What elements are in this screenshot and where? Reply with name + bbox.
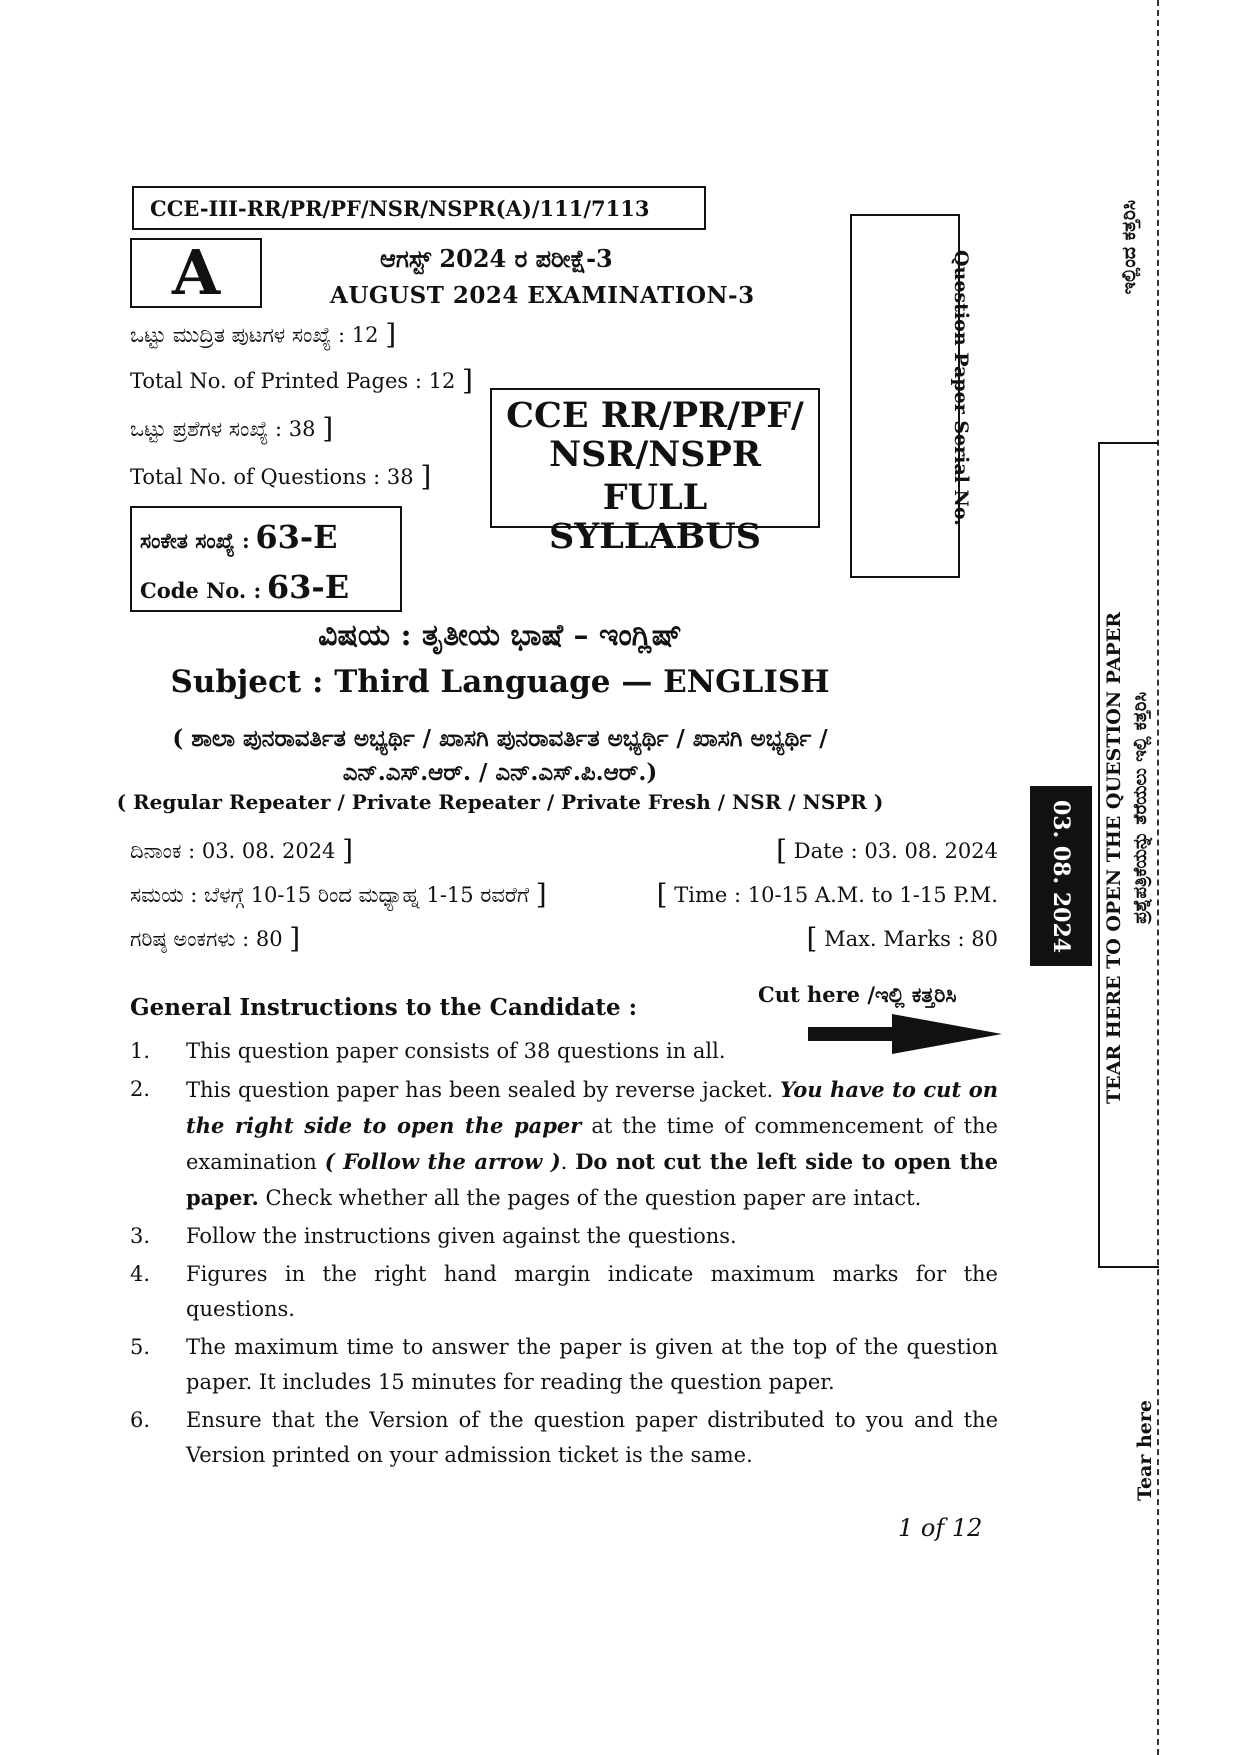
tear-here-label: Tear here <box>1134 1400 1156 1501</box>
time-english: [ Time : 10-15 A.M. to 1-15 P.M. <box>656 878 998 911</box>
code-english-row: Code No. : 63-E <box>140 568 350 606</box>
marks-row <box>130 922 998 955</box>
category-kannada: ( ಶಾಲಾ ಪುನರಾವರ್ತಿತ ಅಭ್ಯರ್ಥಿ / ಖಾಸಗಿ ಪುನರಾವರ್ತಿತ ಅಭ್ಯರ್ಥಿ / ಖಾಸಗಿ ಅಭ್ಯರ್ಥಿ / ಎನ್.ಎಸ್.ಆರ್. / ಎನ್.ಎಸ್.ಪಿ.ಆರ್.) <box>172 725 828 786</box>
cce-line-3: FULL SYLLABUS <box>548 477 762 557</box>
cce-line-1: CCE RR/PR/PF/ <box>506 395 804 436</box>
exam-date-vertical: 03. 08. 2024 <box>1048 800 1074 954</box>
questions-english: Total No. of Questions : 38 ] <box>130 460 432 493</box>
instruction-item: 4. Figures in the right hand margin indicate maximum marks for the questions. <box>130 1262 998 1321</box>
instructions-list <box>130 1034 998 1476</box>
paper-code: CCE-III-RR/PR/PF/NSR/NSPR(A)/111/7113 <box>150 196 650 221</box>
instruction-item: 3. Follow the instructions given against the questions. <box>130 1224 737 1248</box>
marks-english: [ Max. Marks : 80 <box>806 922 998 955</box>
serial-number-label: Question Paper Serial No. <box>950 250 972 526</box>
instruction-item: 1. This question paper consists of 38 questions in all. <box>130 1039 726 1063</box>
cut-here-kannada-margin: ಇಲ್ಲಿಂದ ಕತ್ತರಿಸಿ <box>1118 200 1140 295</box>
version-letter: A <box>171 236 221 309</box>
serial-number-box <box>850 214 960 578</box>
page-number: 1 of 12 <box>898 1514 983 1542</box>
subject-kannada: ವಿಷಯ : ತೃತೀಯ ಭಾಷೆ – ಇಂಗ್ಲಿಷ್ <box>318 618 682 653</box>
version-box <box>130 238 262 308</box>
category-english: ( Regular Repeater / Private Repeater / Private Fresh / NSR / NSPR ) <box>116 790 884 814</box>
date-english: [ Date : 03. 08. 2024 <box>776 834 998 867</box>
cce-syllabus-box <box>490 388 820 557</box>
code-kannada-row: ಸಂಕೇತ ಸಂಖ್ಯೆ : 63-E <box>140 518 338 556</box>
questions-kannada: ಒಟ್ಟು ಪ್ರಶೆಗಳ ಸಂಖ್ಯೆ : 38 ] <box>130 412 334 445</box>
subject-english: Subject : Third Language — ENGLISH <box>170 664 830 700</box>
pages-english: Total No. of Printed Pages : 12 ] <box>130 364 473 397</box>
instruction-item: 2. This question paper has been sealed by reverse jacket. You have to cut on the right side to open the paper at the time of commencement of the examination ( Follow the arrow ). Do not cut the left side to open the paper. Check whether all the pages of the question paper are intact. <box>130 1077 998 1210</box>
instruction-item: 6. Ensure that the Version of the question paper distributed to you and the Version printed on your admission ticket is the same. <box>130 1408 998 1467</box>
pages-kannada: ಒಟ್ಟು ಮುದ್ರಿತ ಪುಟಗಳ ಸಂಖ್ಯೆ : 12 ] <box>130 318 397 351</box>
exam-date-bar <box>1030 786 1092 966</box>
date-row <box>130 834 998 867</box>
exam-title-kannada: ಆಗಸ್ಟ್ 2024 ರ ಪರೀಕ್ಷೆ-3 <box>380 244 613 273</box>
cce-line-2: NSR/NSPR <box>549 434 761 475</box>
paper-code-box <box>132 186 706 230</box>
instructions-heading: General Instructions to the Candidate : <box>130 994 638 1021</box>
marks-kannada: ಗರಿಷ್ಠ ಅಂಕಗಳು : 80 ] <box>130 922 301 955</box>
time-kannada: ಸಮಯ : ಬೆಳಗ್ಗೆ 10-15 ರಿಂದ ಮಧ್ಯಾಹ್ನ 1-15 ರವರೆಗೆ ] <box>130 878 547 911</box>
tear-instruction-english: TEAR HERE TO OPEN THE QUESTION PAPER <box>1103 612 1125 1104</box>
instruction-item: 5. The maximum time to answer the paper is given at the top of the question paper. It includes 15 minutes for reading the question paper. <box>130 1335 998 1394</box>
date-kannada: ದಿನಾಂಕ : 03. 08. 2024 ] <box>130 834 354 867</box>
code-number-box <box>130 506 402 612</box>
tear-instruction-kannada: ಪ್ರಶ್ನೆಪತ್ರಿಕೆಯನ್ನು ತೆರೆಯಲು ಇಲ್ಲಿ ಕತ್ತರಿಸಿ <box>1130 692 1151 924</box>
cut-here-label: Cut here /ಇಲ್ಲಿ ಕತ್ತರಿಸಿ <box>758 982 957 1007</box>
time-row <box>130 878 998 911</box>
exam-title-english: AUGUST 2024 EXAMINATION-3 <box>330 282 755 309</box>
